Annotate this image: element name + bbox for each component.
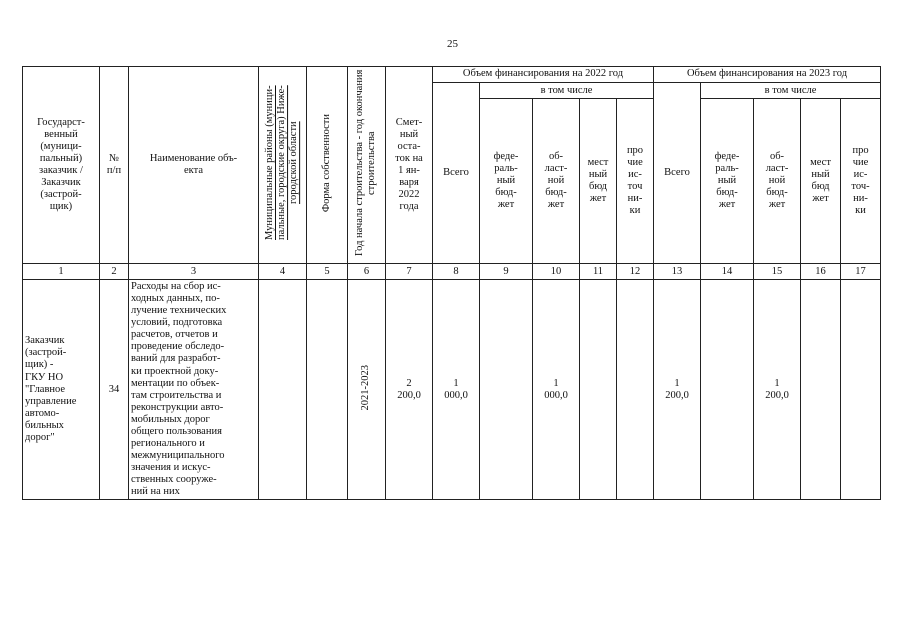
column-number: 13: [654, 264, 701, 280]
header-incl-2023: в том числе: [701, 83, 881, 99]
column-number: 6: [348, 264, 386, 280]
header-num: № п/п: [100, 67, 129, 264]
row-balance: 2 200,0: [386, 280, 433, 500]
row-regional-2023: 1 200,0: [754, 280, 801, 500]
construction-financing-table: [22, 66, 881, 500]
column-number: 9: [480, 264, 533, 280]
row-years-text: 2021-2023: [360, 364, 372, 411]
table-row: [23, 280, 881, 500]
column-number: 17: [841, 264, 881, 280]
header-total-2023: Всего: [654, 83, 701, 264]
header-other-2022: про чие ис- точ ни- ки: [617, 99, 654, 264]
column-numbers-row: [23, 264, 881, 280]
row-total-2023: 1 200,0: [654, 280, 701, 500]
row-federal-2022: [480, 280, 533, 500]
row-other-2023: [841, 280, 881, 500]
header-districts-text: Муниципальные районы (муници-пальные, городские округа) Ниже-городской области: [264, 85, 300, 241]
header-years-text: Год начала строительства - год окончания строительства: [354, 69, 378, 257]
row-years: [348, 280, 386, 500]
row-object-name: Расходы на сбор ис- ходных данных, по- лучение технических условий, подготовка расчетов, отчетов и проведение обследо- ваний для разработ- ки проектной доку- ментации по объек- там строительства и реконструкции авто- мобильных дорог общего пользования регионального и межмуниципального значения и искус- ственных сооруже- ний на них: [129, 280, 259, 500]
header-incl-2022: в том числе: [480, 83, 654, 99]
row-num: 34: [100, 280, 129, 500]
column-number: 8: [433, 264, 480, 280]
header-ownership-text: Форма собственности: [320, 113, 332, 213]
header-fin-2023: Объем финансирования на 2023 год: [654, 67, 881, 83]
column-number: 3: [129, 264, 259, 280]
row-total-2022: 1 000,0: [433, 280, 480, 500]
header-regional-2023: об- ласт- ной бюд- жет: [754, 99, 801, 264]
row-other-2022: [617, 280, 654, 500]
header-other-2023: про чие ис- точ- ни- ки: [841, 99, 881, 264]
header-regional-2022: об- ласт- ной бюд- жет: [533, 99, 580, 264]
column-number: 11: [580, 264, 617, 280]
row-ownership: [307, 280, 348, 500]
header-districts: [259, 67, 307, 264]
row-customer: Заказчик (застрой- щик) - ГКУ НО "Главное управление автомо- бильных дорог": [23, 280, 100, 500]
header-federal-2023: феде- раль- ный бюд- жет: [701, 99, 754, 264]
row-districts: [259, 280, 307, 500]
column-number: 10: [533, 264, 580, 280]
column-number: 16: [801, 264, 841, 280]
header-federal-2022: феде- раль- ный бюд- жет: [480, 99, 533, 264]
column-number: 15: [754, 264, 801, 280]
header-ownership: [307, 67, 348, 264]
row-local-2022: [580, 280, 617, 500]
header-customer: Государст- венный (муници- пальный) заказчик / Заказчик (застрой- щик): [23, 67, 100, 264]
page-number: 25: [447, 38, 458, 50]
column-number: 2: [100, 264, 129, 280]
row-local-2023: [801, 280, 841, 500]
column-number: 14: [701, 264, 754, 280]
header-total-2022: Всего: [433, 83, 480, 264]
header-local-2022: мест ный бюд жет: [580, 99, 617, 264]
column-number: 7: [386, 264, 433, 280]
header-balance: Смет- ный оста- ток на 1 ян- варя 2022 года: [386, 67, 433, 264]
column-number: 12: [617, 264, 654, 280]
header-local-2023: мест ный бюд жет: [801, 99, 841, 264]
header-years: [348, 67, 386, 264]
header-object-name: Наименование объ- екта: [129, 67, 259, 264]
header-fin-2022: Объем финансирования на 2022 год: [433, 67, 654, 83]
column-number: 1: [23, 264, 100, 280]
row-federal-2023: [701, 280, 754, 500]
row-regional-2022: 1 000,0: [533, 280, 580, 500]
column-number: 4: [259, 264, 307, 280]
column-number: 5: [307, 264, 348, 280]
